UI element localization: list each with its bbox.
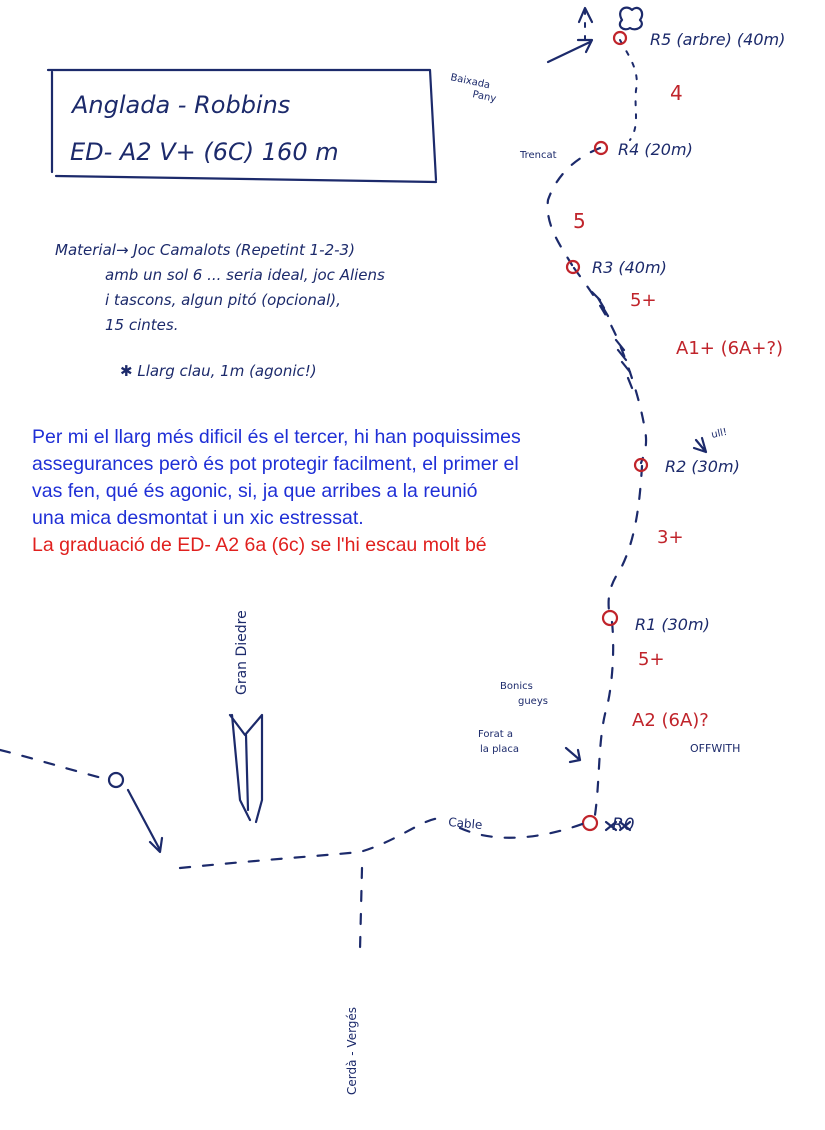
- label-r3: R3 (40m): [592, 258, 667, 277]
- material-line-3: i tascons, algun pitó (opcional),: [105, 291, 341, 309]
- gran-diedre: [230, 610, 262, 822]
- comment-line-4: una mica desmontat i un xic estressat.: [32, 507, 364, 529]
- grade-pitch-1a: 5+: [638, 649, 665, 670]
- comment-line-3: vas fen, qué és agonic, si, ja que arribes a la reunió: [32, 480, 478, 502]
- comment-line-1: Per mi el llarg més dificil és el tercer, hi han poquissimes: [32, 426, 521, 448]
- route-line: [548, 8, 646, 815]
- grade-pitch-3a: 5+: [630, 290, 657, 311]
- label-forat: Forat a: [478, 729, 513, 740]
- belay-r0: [583, 816, 597, 830]
- label-trencat: Trencat: [520, 150, 557, 161]
- label-r5: R5 (arbre) (40m): [650, 30, 786, 49]
- label-gran-diedre: Gran Diedre: [234, 610, 250, 695]
- label-placa: la placa: [480, 744, 519, 755]
- route-grade: ED- A2 V+ (6C) 160 m: [70, 138, 339, 166]
- warning-arrow-icon: [694, 438, 706, 452]
- label-r0: R0: [612, 815, 635, 835]
- material-line-2: amb un sol 6 ... seria ideal, joc Aliens: [105, 266, 385, 284]
- label-offwidth: OFFWITH: [690, 742, 741, 755]
- comment-line-2: assegurances però és pot protegir facilment, el primer el: [32, 453, 519, 475]
- approach-paths: [0, 750, 630, 1095]
- grade-pitch-2: 3+: [657, 527, 684, 548]
- label-cami: Cerdà - Vergés: [345, 1006, 359, 1095]
- label-gueys: gueys: [518, 696, 548, 707]
- title-box: [48, 70, 436, 182]
- label-r1: R1 (30m): [635, 615, 710, 634]
- material-line-5: ✱ Llarg clau, 1m (agonic!): [120, 362, 317, 380]
- label-r4: R4 (20m): [618, 140, 693, 159]
- belay-r5: [614, 32, 626, 44]
- comment-grade-line: La graduació de ED- A2 6a (6c) se l'hi escau molt bé: [32, 534, 487, 556]
- grade-pitch-3b: A1+ (6A+?): [676, 338, 784, 359]
- label-baixada: Baixada: [449, 72, 492, 92]
- label-cable: Cable: [447, 815, 483, 832]
- material-line-1: Material→ Joc Camalots (Repetint 1-2-3): [55, 241, 355, 259]
- label-r2: R2 (30m): [665, 457, 740, 476]
- material-line-4: 15 cintes.: [105, 316, 179, 334]
- descent-arrow-icon: [548, 40, 592, 62]
- belay-r3: [567, 261, 579, 273]
- grade-pitch-4: 5: [573, 209, 586, 233]
- rock-hatching: [592, 292, 632, 388]
- belay-r1: [603, 611, 617, 625]
- label-pany: Pany: [471, 89, 498, 105]
- route-comment: [32, 424, 652, 559]
- label-ull: ull!: [710, 426, 729, 441]
- tree-icon: [620, 8, 642, 30]
- material-notes: [55, 241, 385, 380]
- route-name: Anglada - Robbins: [72, 91, 291, 119]
- pointer-arrow-icon: [566, 748, 580, 762]
- grade-pitch-5: 4: [670, 81, 683, 105]
- label-bonics: Bonics: [500, 681, 533, 692]
- grade-pitch-1b: A2 (6A)?: [632, 710, 709, 731]
